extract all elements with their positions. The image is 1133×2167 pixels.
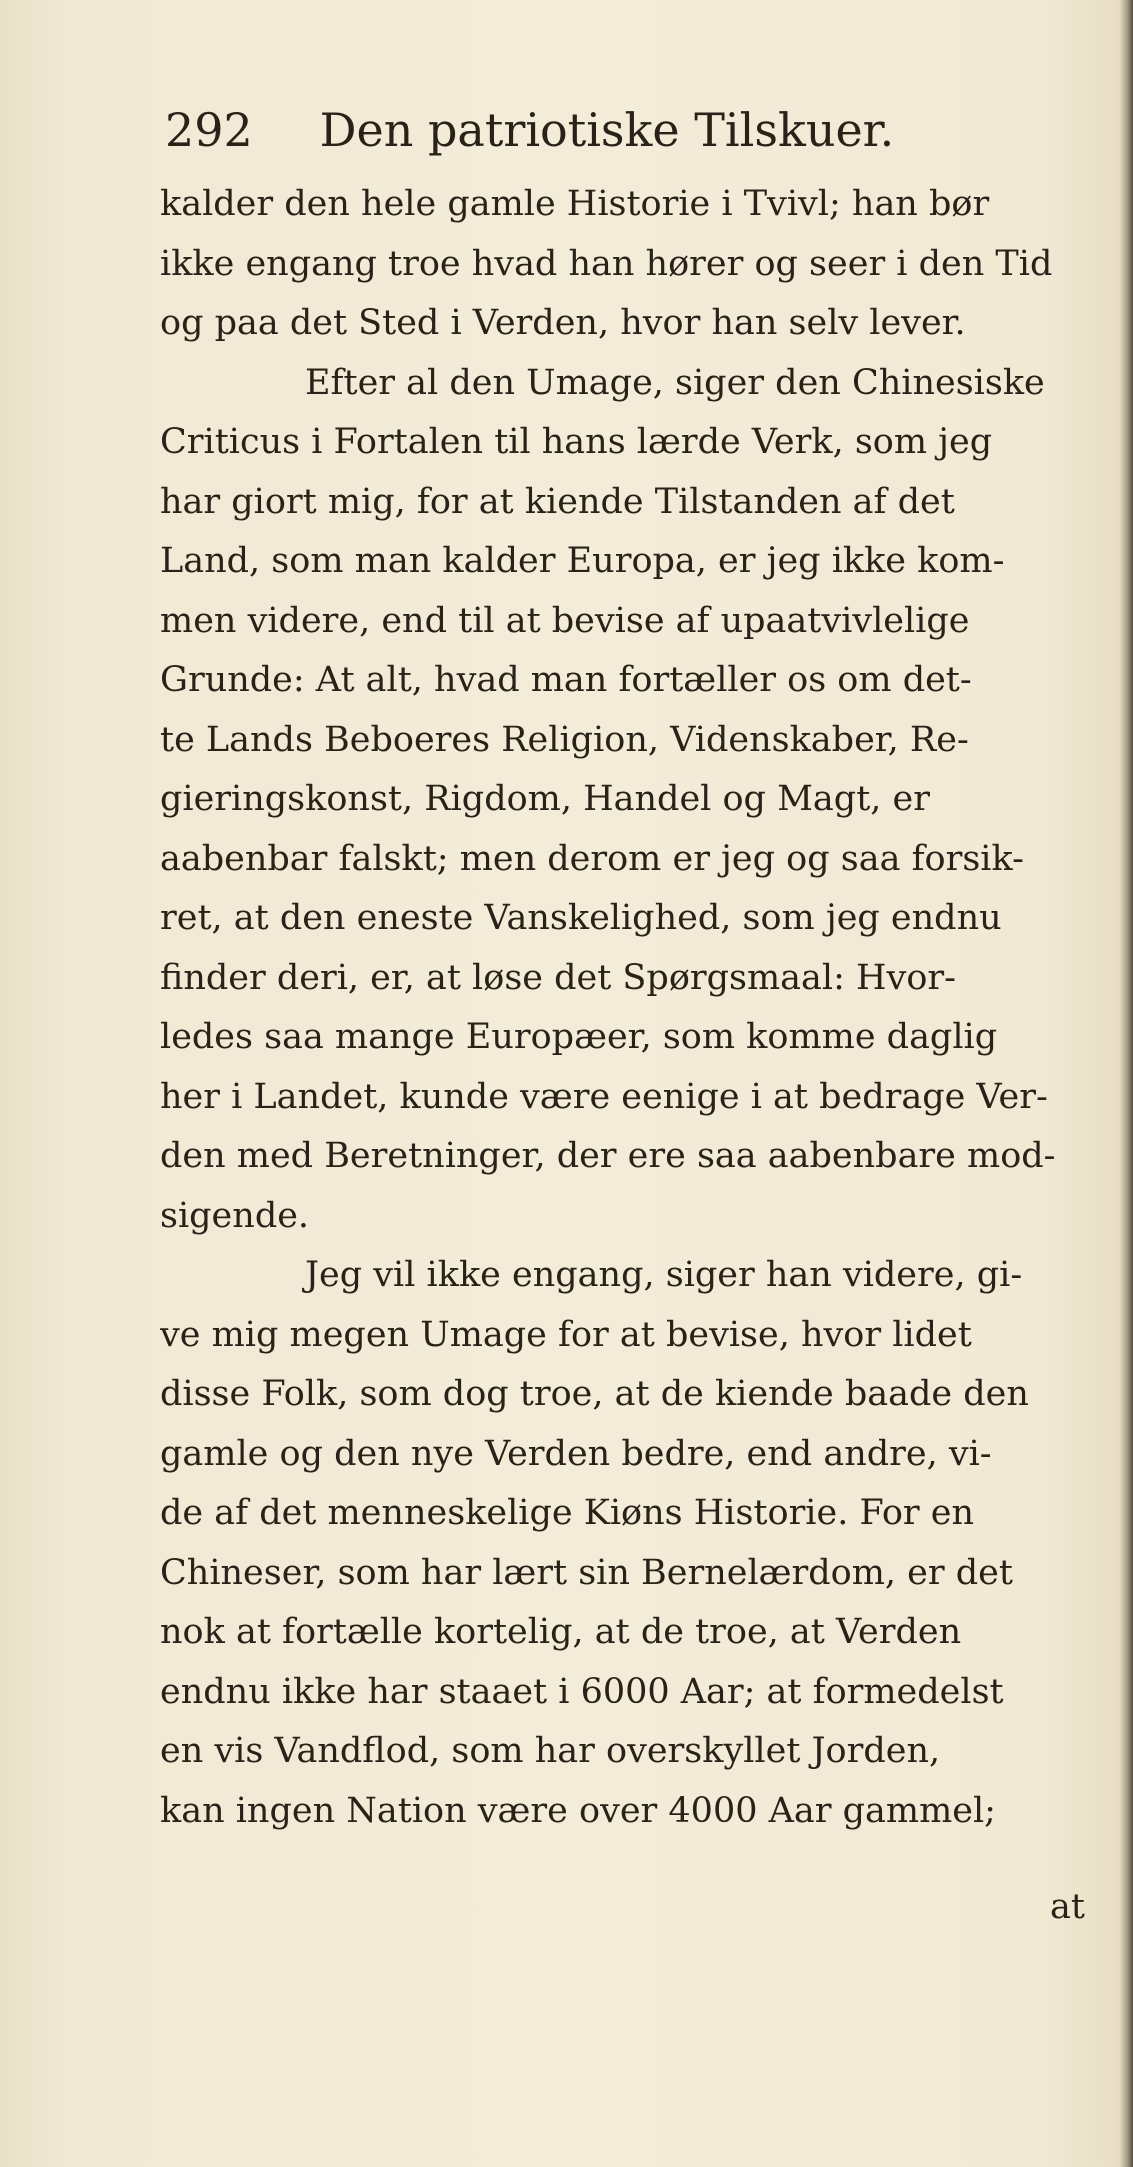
text-line: kan ingen Nation være over 4000 Aar gammel; [160, 1790, 996, 1831]
text-line: men videre, end til at bevise af upaatvivlelige [160, 600, 970, 641]
page-header [165, 95, 1005, 165]
page-number: 292 [165, 103, 253, 157]
text-line: de af det menneskelige Kiøns Historie. For en [160, 1493, 975, 1533]
body-text [160, 175, 1100, 1841]
text-line: en vis Vandflod, som har overskyllet Jorden, [160, 1731, 941, 1771]
text-line: Jeg vil ikke engang, siger han videre, gi- [305, 1255, 1023, 1295]
text-line: Grunde: At alt, hvad man fortæller os om det- [160, 660, 972, 700]
text-line: Criticus i Fortalen til hans lærde Verk, som jeg [160, 422, 993, 462]
text-line: ledes saa mange Europæer, som komme daglig [160, 1017, 998, 1057]
catchword: at [1050, 1887, 1085, 1927]
text-line: gamle og den nye Verden bedre, end andre, vi- [160, 1433, 992, 1474]
text-line: nok at fortælle kortelig, at de troe, at Verden [160, 1612, 962, 1652]
text-line: ret, at den eneste Vanskelighed, som jeg endnu [160, 898, 1002, 938]
text-line: Land, som man kalder Europa, er jeg ikke kom- [160, 541, 1005, 581]
page-spine-shadow [1119, 0, 1133, 2167]
text-line: har giort mig, for at kiende Tilstanden af det [160, 481, 955, 522]
text-line: kalder den hele gamle Historie i Tvivl; han bør [160, 184, 990, 224]
text-line: gieringskonst, Rigdom, Handel og Magt, er [160, 779, 930, 819]
text-line: ve mig megen Umage for at bevise, hvor lidet [160, 1314, 972, 1355]
text-line: ikke engang troe hvad han hører og seer i den Tid [160, 243, 1053, 284]
text-line: endnu ikke har staaet i 6000 Aar; at formedelst [160, 1671, 1004, 1712]
text-line: sigende. [160, 1195, 310, 1236]
text-line: Efter al den Umage, siger den Chinesiske [305, 362, 1045, 403]
text-line: Chineser, som har lært sin Bernelærdom, er det [160, 1552, 1013, 1593]
text-line: her i Landet, kunde være eenige i at bedrage Ver- [160, 1076, 1048, 1117]
text-line: den med Beretninger, der ere saa aabenbare mod- [160, 1136, 1056, 1176]
running-title: Den patriotiske Tilskuer. [319, 103, 895, 157]
text-line: finder deri, er, at løse det Spørgsmaal: Hvor- [160, 957, 956, 998]
text-line: og paa det Sted i Verden, hvor han selv lever. [160, 303, 966, 343]
text-line: disse Folk, som dog troe, at de kiende baade den [160, 1374, 1029, 1414]
text-line: te Lands Beboeres Religion, Videnskaber, Re- [160, 719, 969, 760]
text-line: aabenbar falskt; men derom er jeg og saa forsik- [160, 838, 1024, 879]
